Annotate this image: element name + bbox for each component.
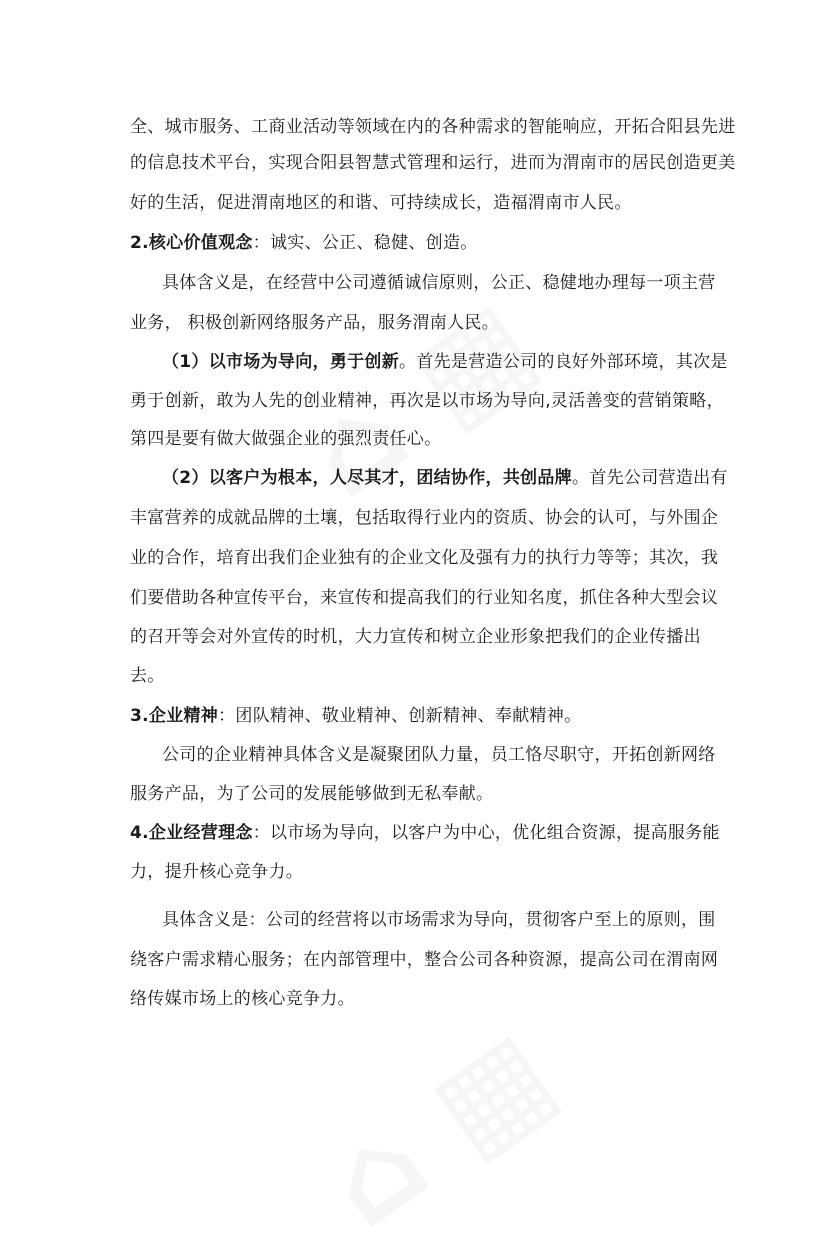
section-heading: 4.企业经营理念 [130,823,253,843]
paragraph-line: 具体含义是：公司的经营将以市场需求为导向，贯彻客户至上的原则，围 [162,910,716,930]
section-heading: 3.企业精神 [130,706,219,726]
list-item-text: 。首先公司营造出有 [572,468,728,488]
paragraph-line: 的信息技术平台，实现合阳县智慧式管理和运行，进而为渭南市的居民创造更美 [130,153,736,173]
paragraph-line: 去。 [130,666,165,686]
paragraph-line: 业的合作，培育出我们企业独有的企业文化及强有力的执行力等等；其次，我 [130,548,719,568]
paragraph-line: 勇于创新，敢为人先的创业精神，再次是以市场为导向,灵活善变的营销策略， [130,391,724,411]
paragraph-line: 全、城市服务、工商业活动等领域在内的各种需求的智能响应，开拓合阳县先进 [130,117,736,137]
paragraph-line: 绕客户需求精心服务；在内部管理中，整合公司各种资源，提高公司在渭南网 [130,950,719,970]
section-heading-line [130,233,478,253]
paragraph-line: 业务， 积极创新网络服务产品，服务渭南人民。 [130,313,500,333]
section-heading-line [130,706,581,726]
paragraph-line: 第四是要有做大做强企业的强烈责任心。 [130,429,442,449]
paragraph-line: 好的生活，促进渭南地区的和谐、可持续成长，造福渭南市人民。 [130,193,632,213]
paragraph-line: 丰富营养的成就品牌的土壤，包括取得行业内的资质、协会的认可，与外围企 [130,508,719,528]
section-text: ：诚实、公正、稳健、创造。 [252,233,478,253]
paragraph-line: 服务产品，为了公司的发展能够做到无私奉献。 [130,784,494,804]
section-heading: 2.核心价值观念 [130,233,253,253]
paragraph-line: 具体含义是，在经营中公司遵循诚信原则，公正、稳健地办理每一项主营 [162,273,716,293]
section-text: ：以市场为导向，以客户为中心，优化组合资源，提高服务能 [252,823,720,843]
section-text: ：团队精神、敬业精神、创新精神、奉献精神。 [218,706,582,726]
section-heading-line [130,823,720,843]
paragraph-line: 的召开等会对外宣传的时机，大力宣传和树立企业形象把我们的企业传播出 [130,627,701,647]
list-item-line [162,468,728,488]
list-item-heading: （2）以客户为根本，人尽其才，团结协作，共创品牌 [162,468,573,488]
list-item-text: 。首先是营造公司的良好外部环境，其次是 [399,352,728,372]
paragraph-line: 力，提升核心竞争力。 [130,862,303,882]
list-item-line [162,352,728,372]
paragraph-line: 络传媒市场上的核心竞争力。 [130,989,355,1009]
watermark [302,1003,579,1255]
list-item-heading: （1）以市场为导向，勇于创新 [162,352,400,372]
paragraph-line: 公司的企业精神具体含义是凝聚团队力量，员工恪尽职守，开拓创新网络 [162,745,716,765]
paragraph-line: 们要借助各种宣传平台，来宣传和提高我们的行业知名度，抓住各种大型会议 [130,588,719,608]
